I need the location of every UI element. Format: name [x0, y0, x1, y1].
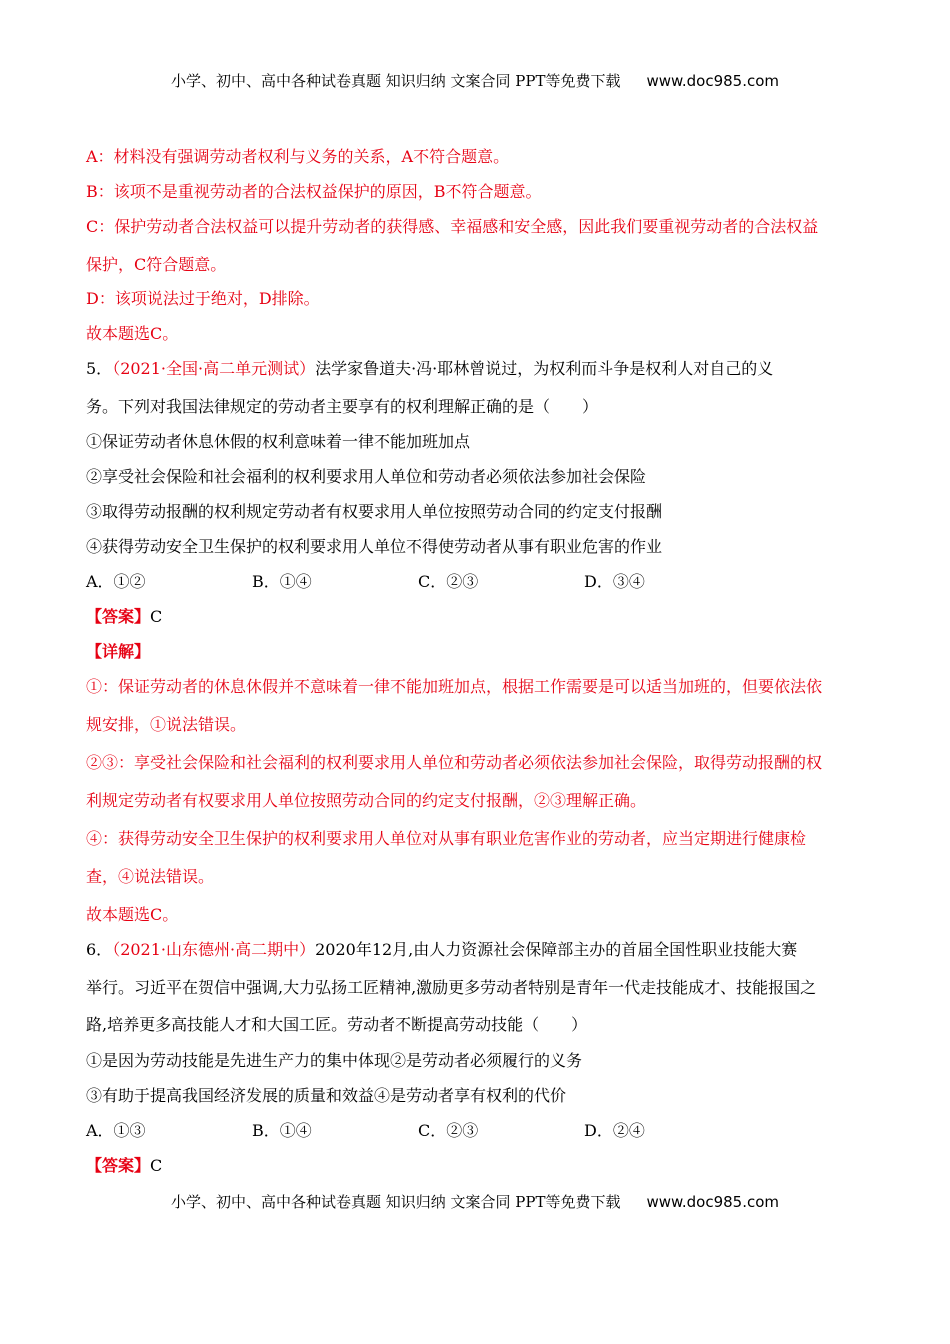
q5-answer-label: 【答案】	[86, 607, 151, 626]
q5-detail-1-line1: ①：保证劳动者的休息休假并不意味着一律不能加班加点，根据工作需要是可以适当加班的，但要依法依	[86, 677, 823, 696]
q5-detail-3-line2: 查，④说法错误。	[86, 867, 215, 886]
q5-statement-4: ④获得劳动安全卫生保护的权利要求用人单位不得使劳动者从事有职业危害的作业	[86, 537, 663, 556]
q6-statements-12: ①是因为劳动技能是先进生产力的集中体现②是劳动者必须履行的义务	[86, 1051, 583, 1070]
q5-statement-2: ②享受社会保险和社会福利的权利要求用人单位和劳动者必须依法参加社会保险	[86, 467, 647, 486]
q4-conclusion: 故本题选C。	[86, 324, 179, 343]
q6-answer-value: C	[150, 1156, 163, 1175]
page-header	[0, 70, 950, 91]
q5-answer	[86, 606, 162, 628]
q5-detail-2-line1: ②③：享受社会保险和社会福利的权利要求用人单位和劳动者必须依法参加社会保险，取得劳动报酬的权	[86, 753, 823, 772]
q5-option-b: B．①④	[252, 572, 312, 591]
q5-answer-value: C	[150, 607, 163, 626]
q6-stem-text: 2020年12月,由人力资源社会保障部主办的首届全国性职业技能大赛	[315, 940, 798, 959]
q4-analysis-d: D：该项说法过于绝对，D排除。	[86, 289, 320, 308]
q6-answer	[86, 1155, 162, 1177]
q5-options	[86, 571, 750, 593]
q5-detail-1-line2: 规安排，①说法错误。	[86, 715, 247, 734]
q6-option-b: B．①④	[252, 1121, 312, 1140]
q6-number: 6．	[86, 940, 113, 959]
q6-stem-line3: 路,培养更多高技能人才和大国工匠。劳动者不断提高劳动技能（ ）	[86, 1015, 588, 1034]
q4-analysis-a: A：材料没有强调劳动者权利与义务的关系，A不符合题意。	[86, 147, 510, 166]
page-footer	[0, 1191, 950, 1212]
q6-statements-34: ③有助于提高我国经济发展的质量和效益④是劳动者享有权利的代价	[86, 1086, 567, 1105]
q4-analysis-c-line1: C：保护劳动者合法权益可以提升劳动者的获得感、幸福感和安全感，因此我们要重视劳动者的合法权益	[86, 217, 819, 236]
q6-answer-label: 【答案】	[86, 1156, 151, 1175]
q6-options	[86, 1120, 750, 1142]
q5-stem-line2: 务。下列对我国法律规定的劳动者主要享有的权利理解正确的是（ ）	[86, 397, 599, 416]
q4-analysis-b: B：该项不是重视劳动者的合法权益保护的原因，B不符合题意。	[86, 182, 542, 201]
q5-number: 5．	[86, 359, 113, 378]
q6-stem-line2: 举行。习近平在贺信中强调,大力弘扬工匠精神,激励更多劳动者特别是青年一代走技能成才、技能报国之	[86, 978, 817, 997]
q5-source: （2021·全国·高二单元测试）	[112, 359, 316, 378]
q5-detail-label: 【详解】	[86, 642, 151, 661]
q5-conclusion: 故本题选C。	[86, 905, 179, 924]
q5-option-a: A．①②	[86, 572, 146, 591]
q6-option-c: C．②③	[418, 1121, 479, 1140]
footer-site-link[interactable]: www.doc985.com	[646, 1193, 780, 1211]
q6-stem-line1	[86, 939, 797, 961]
header-site-link[interactable]: www.doc985.com	[646, 72, 780, 90]
footer-text: 小学、初中、高中各种试卷真题 知识归纳 文案合同 PPT等免费下载	[170, 1193, 621, 1211]
q5-option-d: D．③④	[584, 572, 645, 591]
q5-statement-3: ③取得劳动报酬的权利规定劳动者有权要求用人单位按照劳动合同的约定支付报酬	[86, 502, 663, 521]
q5-detail-3-line1: ④：获得劳动安全卫生保护的权利要求用人单位对从事有职业危害作业的劳动者，应当定期进行健康检	[86, 829, 807, 848]
q6-option-d: D．②④	[584, 1121, 645, 1140]
q5-statement-1: ①保证劳动者休息休假的权利意味着一律不能加班加点	[86, 432, 471, 451]
q4-analysis-c-line2: 保护，C符合题意。	[86, 255, 227, 274]
q6-option-a: A．①③	[86, 1121, 146, 1140]
q5-stem-line1	[86, 358, 773, 380]
header-text: 小学、初中、高中各种试卷真题 知识归纳 文案合同 PPT等免费下载	[170, 72, 621, 90]
q5-stem-text: 法学家鲁道夫·冯·耶林曾说过，为权利而斗争是权利人对自己的义	[315, 359, 774, 378]
q5-option-c: C．②③	[418, 572, 479, 591]
q6-source: （2021·山东德州·高二期中）	[112, 940, 316, 959]
q5-detail-2-line2: 利规定劳动者有权要求用人单位按照劳动合同的约定支付报酬，②③理解正确。	[86, 791, 647, 810]
